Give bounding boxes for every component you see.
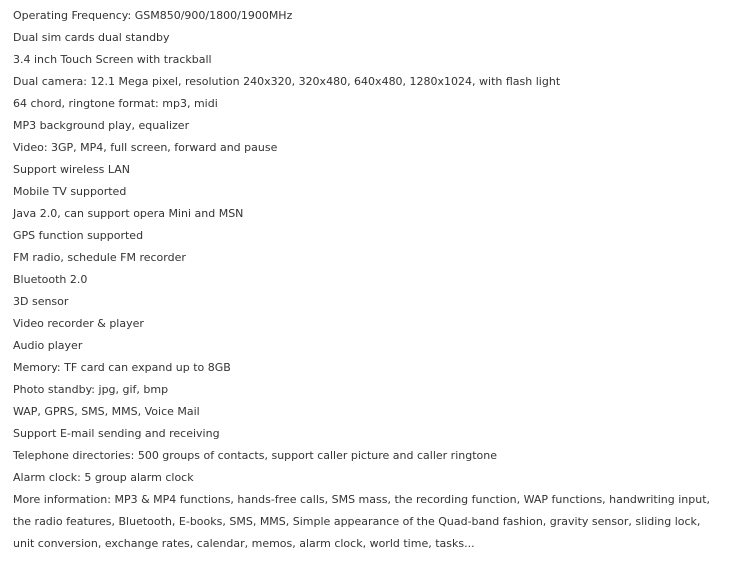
- spec-operating-frequency: Operating Frequency: GSM850/900/1800/1900MHz: [13, 9, 293, 22]
- spec-telephone-directories: Telephone directories: 500 groups of contacts, support caller picture and caller ringtone: [13, 449, 497, 462]
- spec-more-information: More information: MP3 & MP4 functions, hands-free calls, SMS mass, the recording function, WAP functions, handwriting input, the radio features, Bluetooth, E-books, SMS, MMS, Simple appearance of the Quad-band fashion, gravity sensor, sliding lock, unit conversion, exchange rates, calendar, memos, alarm clock, world time, tasks...: [13, 493, 711, 550]
- spec-mp3-play: MP3 background play, equalizer: [13, 119, 190, 132]
- spec-alarm-clock: Alarm clock: 5 group alarm clock: [13, 471, 194, 484]
- spec-3d-sensor: 3D sensor: [13, 295, 69, 308]
- spec-video: Video: 3GP, MP4, full screen, forward and pause: [13, 141, 278, 154]
- spec-gps: GPS function supported: [13, 229, 144, 242]
- spec-java: Java 2.0, can support opera Mini and MSN: [13, 207, 244, 220]
- spec-messaging: WAP, GPRS, SMS, MMS, Voice Mail: [13, 405, 200, 418]
- spec-photo-standby: Photo standby: jpg, gif, bmp: [13, 383, 169, 396]
- spec-bluetooth: Bluetooth 2.0: [13, 273, 88, 286]
- spec-video-recorder: Video recorder & player: [13, 317, 144, 330]
- spec-ringtone: 64 chord, ringtone format: mp3, midi: [13, 97, 218, 110]
- spec-email: Support E-mail sending and receiving: [13, 427, 220, 440]
- spec-dual-sim: Dual sim cards dual standby: [13, 31, 170, 44]
- spec-dual-camera: Dual camera: 12.1 Mega pixel, resolution 240x320, 320x480, 640x480, 1280x1024, with flash light: [13, 75, 561, 88]
- spec-fm-radio: FM radio, schedule FM recorder: [13, 251, 186, 264]
- spec-mobile-tv: Mobile TV supported: [13, 185, 127, 198]
- spec-wireless-lan: Support wireless LAN: [13, 163, 130, 176]
- spec-memory: Memory: TF card can expand up to 8GB: [13, 361, 231, 374]
- spec-touch-screen: 3.4 inch Touch Screen with trackball: [13, 53, 212, 66]
- spec-list: [13, 5, 723, 555]
- spec-audio-player: Audio player: [13, 339, 83, 352]
